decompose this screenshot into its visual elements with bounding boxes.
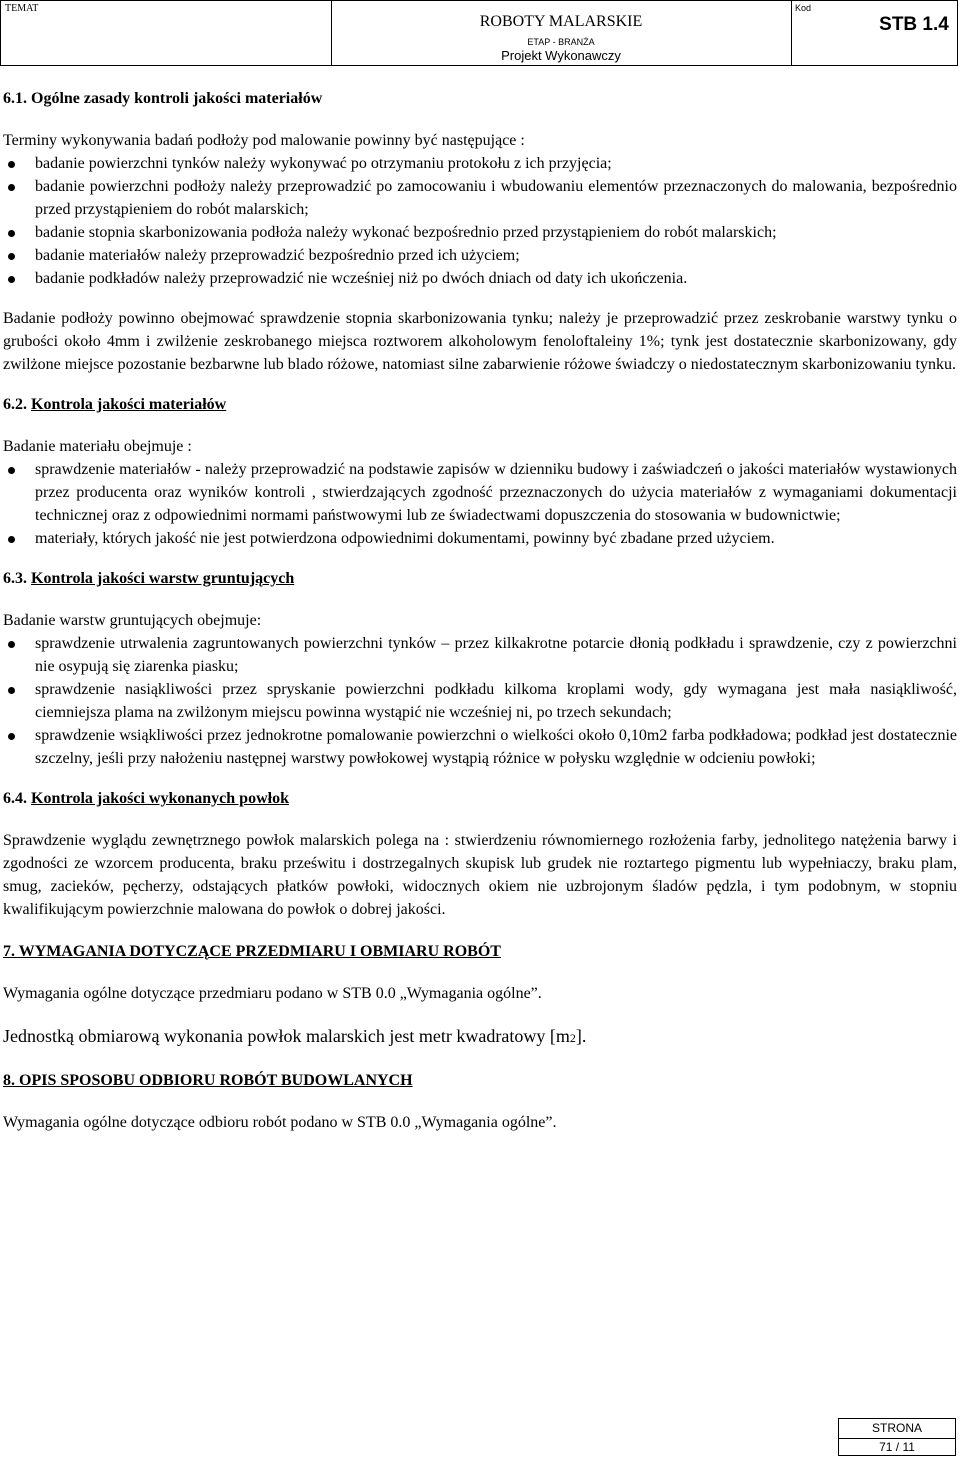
list-item: materiały, których jakość nie jest potwierdzona odpowiednimi dokumentami, powinny być zbadane przed użyciem. — [3, 527, 957, 550]
bullet-icon — [8, 184, 15, 191]
list-item: badanie materiałów należy przeprowadzić bezpośrednio przed ich użyciem; — [3, 244, 957, 267]
header-kod-label: Kod — [795, 3, 812, 13]
header-title-cell — [331, 1, 792, 65]
list-item: sprawdzenie wsiąkliwości przez jednokrotne pomalowanie powierzchni o wielkości około 0,10m2 farba podkładowa; podkład jest dostatecznie szczelny, jeśli przy nałożeniu następnej warstwy powłokowej wystąpią różnice w połysku względnie w odcieniu powłoki; — [3, 724, 957, 770]
section-6-4-paragraph: Sprawdzenie wyglądu zewnętrznego powłok malarskich polega na : stwierdzeniu równomiernego rozłożenia farby, jednolitego natężenia barwy i zgodności ze wzorcem producenta, braku prześwitu i dostrzegalnych skupisk lub grudek nie roztartego pigmentu lub wypełniaczy, braku plam, smug, zacieków, pęcherzy, odstających płatków powłoki, widocznych okiem nie uzbrojonym śladów pędzla, i tym podobnym, w stopniu kwalifikującym powierzchnie malowana do powłok o dobrej jakości. — [3, 832, 957, 918]
section-7-heading: 7. WYMAGANIA DOTYCZĄCE PRZEDMIARU I OBMIARU ROBÓT — [3, 943, 501, 960]
list-item: sprawdzenie nasiąkliwości przez spryskanie powierzchni podkładu kilkoma kroplami wody, gdy wymagana jest mała nasiąkliwość, ciemniejsza plama na zwilżonym miejscu powinna wystąpić nie wcześniej ni, po trzech sekundach; — [3, 678, 957, 724]
bullet-icon — [8, 161, 15, 168]
section-6-2-intro: Badanie materiału obejmuje : — [3, 438, 192, 455]
page-header — [0, 0, 958, 68]
page-label: STRONA — [871, 1421, 922, 1435]
list-item: badanie stopnia skarbonizowania podłoża należy wykonać bezpośrednio przed przystąpieniem do robót malarskich; — [3, 221, 957, 244]
header-etap: ETAP - BRANŻA — [527, 37, 595, 47]
header-projekt: Projekt Wykonawczy — [501, 48, 621, 63]
page-number: 71 / 11 — [879, 1440, 915, 1454]
header-temat-cell — [1, 1, 332, 65]
list-item: badanie podkładów należy przeprowadzić nie wcześniej niż po dwóch dniach od daty ich ukończenia. — [3, 267, 957, 290]
list-item: badanie powierzchni podłoży należy przeprowadzić po zamocowaniu i wbudowaniu elementów przeznaczonych do malowania, bezpośrednio przed przystąpieniem do robót malarskich; — [3, 175, 957, 221]
section-8-heading: 8. OPIS SPOSOBU ODBIORU ROBÓT BUDOWLANYCH — [3, 1072, 413, 1089]
bullet-icon — [8, 641, 15, 648]
bullet-icon — [8, 733, 15, 740]
bullet-icon — [8, 253, 15, 260]
section-6-1-intro: Terminy wykonywania badań podłoży pod malowanie powinny być następujące : — [3, 132, 525, 149]
bullet-icon — [8, 230, 15, 237]
header-temat-label: TEMAT — [5, 3, 39, 14]
list-item: sprawdzenie materiałów - należy przeprowadzić na podstawie zapisów w dzienniku budowy i zaświadczeń o jakości materiałów wystawionych przez producenta oraz wyników kontroli , stwierdzających zgodność przeznaczonych do użycia materiałów z wymaganiami dokumentacji technicznej oraz z odpowiednimi normami państwowymi lub ze świadectwami dopuszczenia do stosowania w budownictwie; — [3, 458, 957, 527]
section-6-2-heading: 6.2. Kontrola jakości materiałów — [3, 396, 227, 413]
section-7-paragraph-1: Wymagania ogólne dotyczące przedmiaru podano w STB 0.0 „Wymagania ogólne”. — [3, 985, 542, 1002]
bullet-icon — [8, 467, 15, 474]
section-6-3-heading: 6.3. Kontrola jakości warstw gruntujących — [3, 570, 295, 587]
header-code-cell — [791, 1, 957, 65]
bullet-icon — [8, 687, 15, 694]
list-item: sprawdzenie utrwalenia zagruntowanych powierzchni tynków – przez kilkakrotne potarcie dłonią podkładu i sprawdzenie, czy z powierzchni nie osypują się ziarenka piasku; — [3, 632, 957, 678]
header-code: STB 1.4 — [879, 14, 949, 35]
section-6-1-list — [3, 152, 957, 290]
section-7-paragraph-2: Jednostką obmiarową wykonania powłok malarskich jest metr kwadratowy [m2]. — [3, 1026, 587, 1046]
header-table — [0, 0, 958, 66]
page-number-box — [838, 1418, 956, 1456]
document-body — [3, 87, 957, 1134]
section-6-2-list — [3, 458, 957, 550]
section-6-1-heading: 6.1. Ogólne zasady kontroli jakości materiałów — [3, 90, 323, 107]
bullet-icon — [8, 276, 15, 283]
section-6-1-paragraph: Badanie podłoży powinno obejmować sprawdzenie stopnia skarbonizowania tynku; należy je przeprowadzić przez zeskrobanie warstwy tynku o grubości około 4mm i zwilżenie zeskrobanego miejsca roztworem alkoholowym fenoloftaleiny 1%; tynk jest dostatecznie skarbonizowany, gdy zwilżone miejsce pozostanie bezbarwne lub blado różowe, natomiast silne zabarwienie różowe świadczy o niedostatecznym skarbonizowaniu tynku. — [3, 310, 957, 373]
section-6-3-intro: Badanie warstw gruntujących obejmuje: — [3, 612, 262, 629]
bullet-icon — [8, 536, 15, 543]
section-8-paragraph-1: Wymagania ogólne dotyczące odbioru robót podano w STB 0.0 „Wymagania ogólne”. — [3, 1114, 557, 1131]
list-item: badanie powierzchni tynków należy wykonywać po otrzymaniu protokołu z ich przyjęcia; — [3, 152, 957, 175]
header-title: ROBOTY MALARSKIE — [479, 13, 643, 30]
section-6-4-heading: 6.4. Kontrola jakości wykonanych powłok — [3, 790, 289, 807]
section-6-3-list — [3, 632, 957, 770]
